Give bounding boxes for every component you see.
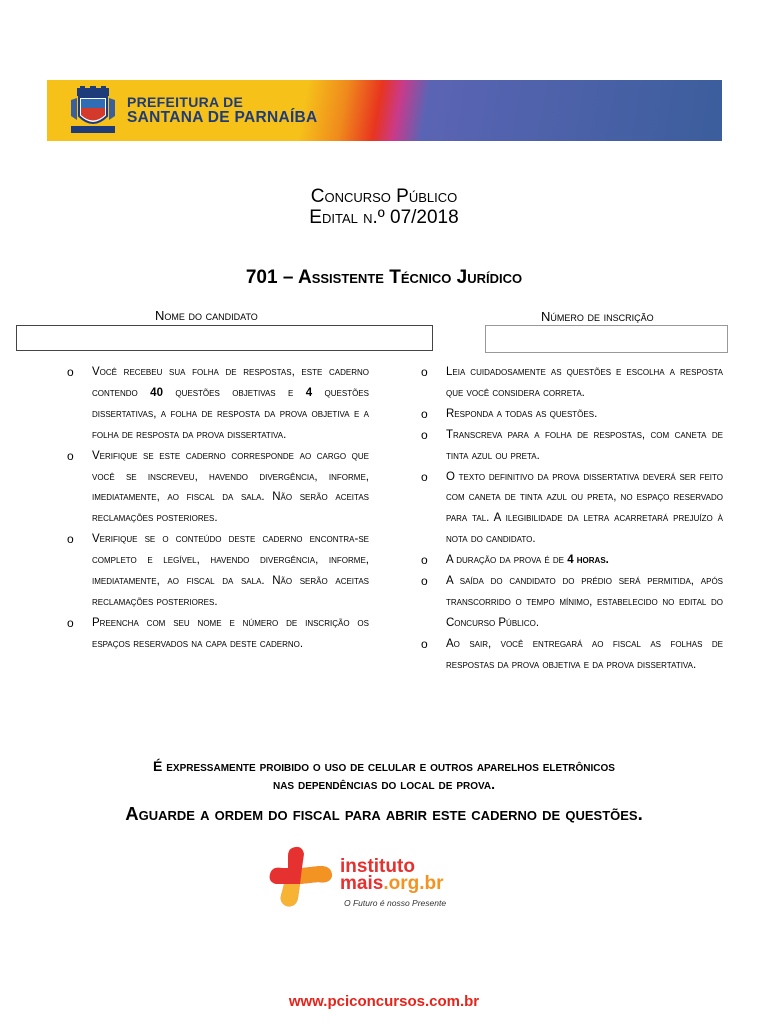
instituto-mais-logo — [268, 846, 468, 910]
plus-cross-icon — [268, 846, 336, 908]
instruction-text: Ao sair, você entregará ao fiscal as folhas de respostas da prova objetiva e da prova dissertativa. — [446, 637, 723, 671]
bullet-icon: o — [421, 469, 428, 484]
municipal-crest-icon — [67, 86, 119, 136]
registration-number-field[interactable] — [485, 325, 728, 353]
logo-domain: .org.br — [383, 873, 444, 894]
header-banner — [47, 80, 722, 141]
instruction-item — [421, 425, 723, 467]
await-notice: Aguarde a ordem do fiscal para abrir este caderno de questões. — [125, 803, 643, 824]
instruction-item — [421, 550, 723, 571]
instructions-left-column — [67, 362, 369, 655]
candidate-name-label: Nome do candidato — [155, 308, 258, 323]
question-count: 40 — [150, 386, 163, 399]
logo-word-mais — [340, 874, 443, 893]
instruction-text: Você recebeu sua folha de respostas, este caderno contendo — [92, 366, 369, 399]
instruction-text: Verifique se este caderno corresponde ao cargo que você se inscreveu, havendo divergência, informe, imediatamente, ao fiscal da sala. Não serão aceitas reclamações posteriores. — [92, 449, 369, 525]
instruction-item — [421, 634, 723, 676]
bullet-icon: o — [421, 406, 428, 421]
bullet-icon: o — [67, 448, 74, 463]
logo-mais: mais — [340, 873, 384, 894]
bullet-icon: o — [67, 615, 74, 630]
instruction-item — [67, 362, 369, 446]
position-title: 701 – Assistente Técnico Jurídico — [245, 267, 523, 288]
header-line-2: SANTANA DE PARNAÍBA — [127, 109, 318, 126]
instruction-text: Transcreva para a folha de respostas, com caneta de tinta azul ou preta. — [446, 428, 723, 462]
instruction-item — [421, 467, 723, 551]
instruction-item — [421, 571, 723, 634]
instruction-text: A saída do candidato do prédio será permitida, após transcorrido o tempo mínimo, estabelecido no edital do Concurso Público. — [446, 575, 723, 629]
device-warning-line-2: nas dependências do local de prova. — [272, 776, 496, 792]
instruction-item — [67, 529, 369, 613]
instruction-item — [421, 362, 723, 404]
instruction-text: Leia cuidadosamente as questões e escolha a resposta que você considera correta. — [446, 366, 723, 399]
instruction-item — [421, 404, 723, 425]
registration-number-label: Número de inscrição — [541, 309, 654, 324]
bullet-icon: o — [67, 365, 74, 379]
device-warning-line-1: É expressamente proibido o uso de celular e outros aparelhos eletrônicos — [153, 758, 615, 774]
instruction-text: Responda a todas as questões. — [446, 407, 598, 420]
instruction-item — [67, 446, 369, 530]
instruction-text: questões objetivas e — [162, 386, 306, 399]
header-title — [127, 94, 318, 126]
bullet-icon: o — [421, 636, 428, 651]
bullet-icon: o — [421, 553, 428, 568]
candidate-name-field[interactable] — [16, 325, 433, 351]
footer-url[interactable]: www.pciconcursos.com.br — [288, 993, 480, 1010]
bullet-icon: o — [67, 532, 74, 547]
instruction-text: Preencha com seu nome e número de inscrição os espaços reservados na capa deste caderno. — [92, 616, 369, 650]
instruction-text: A duração da prova é de — [446, 554, 568, 567]
bullet-icon: o — [421, 365, 428, 379]
instruction-item — [67, 613, 369, 655]
bullet-icon: o — [421, 427, 428, 442]
logo-tagline: O Futuro é nosso Presente — [344, 898, 447, 908]
bullet-icon: o — [421, 574, 428, 589]
device-warning — [0, 757, 768, 793]
essay-count: 4 — [305, 386, 313, 399]
header-line-1: PREFEITURA DE — [127, 94, 244, 110]
logo-word-instituto: instituto — [340, 856, 415, 877]
instruction-text: questões dissertativas, a folha de resposta da prova objetiva e a folha de resposta da prova dissertativa. — [92, 386, 369, 441]
instruction-text: O texto definitivo da prova dissertativa deverá ser feito com caneta de tinta azul ou preta, no espaço reservado para tal. A ilegibilidade da letra acarretará prejuízo à nota do candidato. — [446, 470, 723, 546]
edital-title: Edital n.º 07/2018 — [309, 207, 459, 228]
instructions-right-column — [421, 362, 723, 676]
contest-title: Concurso Público — [310, 186, 458, 207]
duration-value: 4 horas. — [567, 554, 609, 567]
instruction-text: Verifique se o conteúdo deste caderno encontra-se completo e legível, havendo divergência, informe, imediatamente, ao fiscal da sala. Não serão aceitas reclamações posteriores. — [92, 533, 369, 608]
